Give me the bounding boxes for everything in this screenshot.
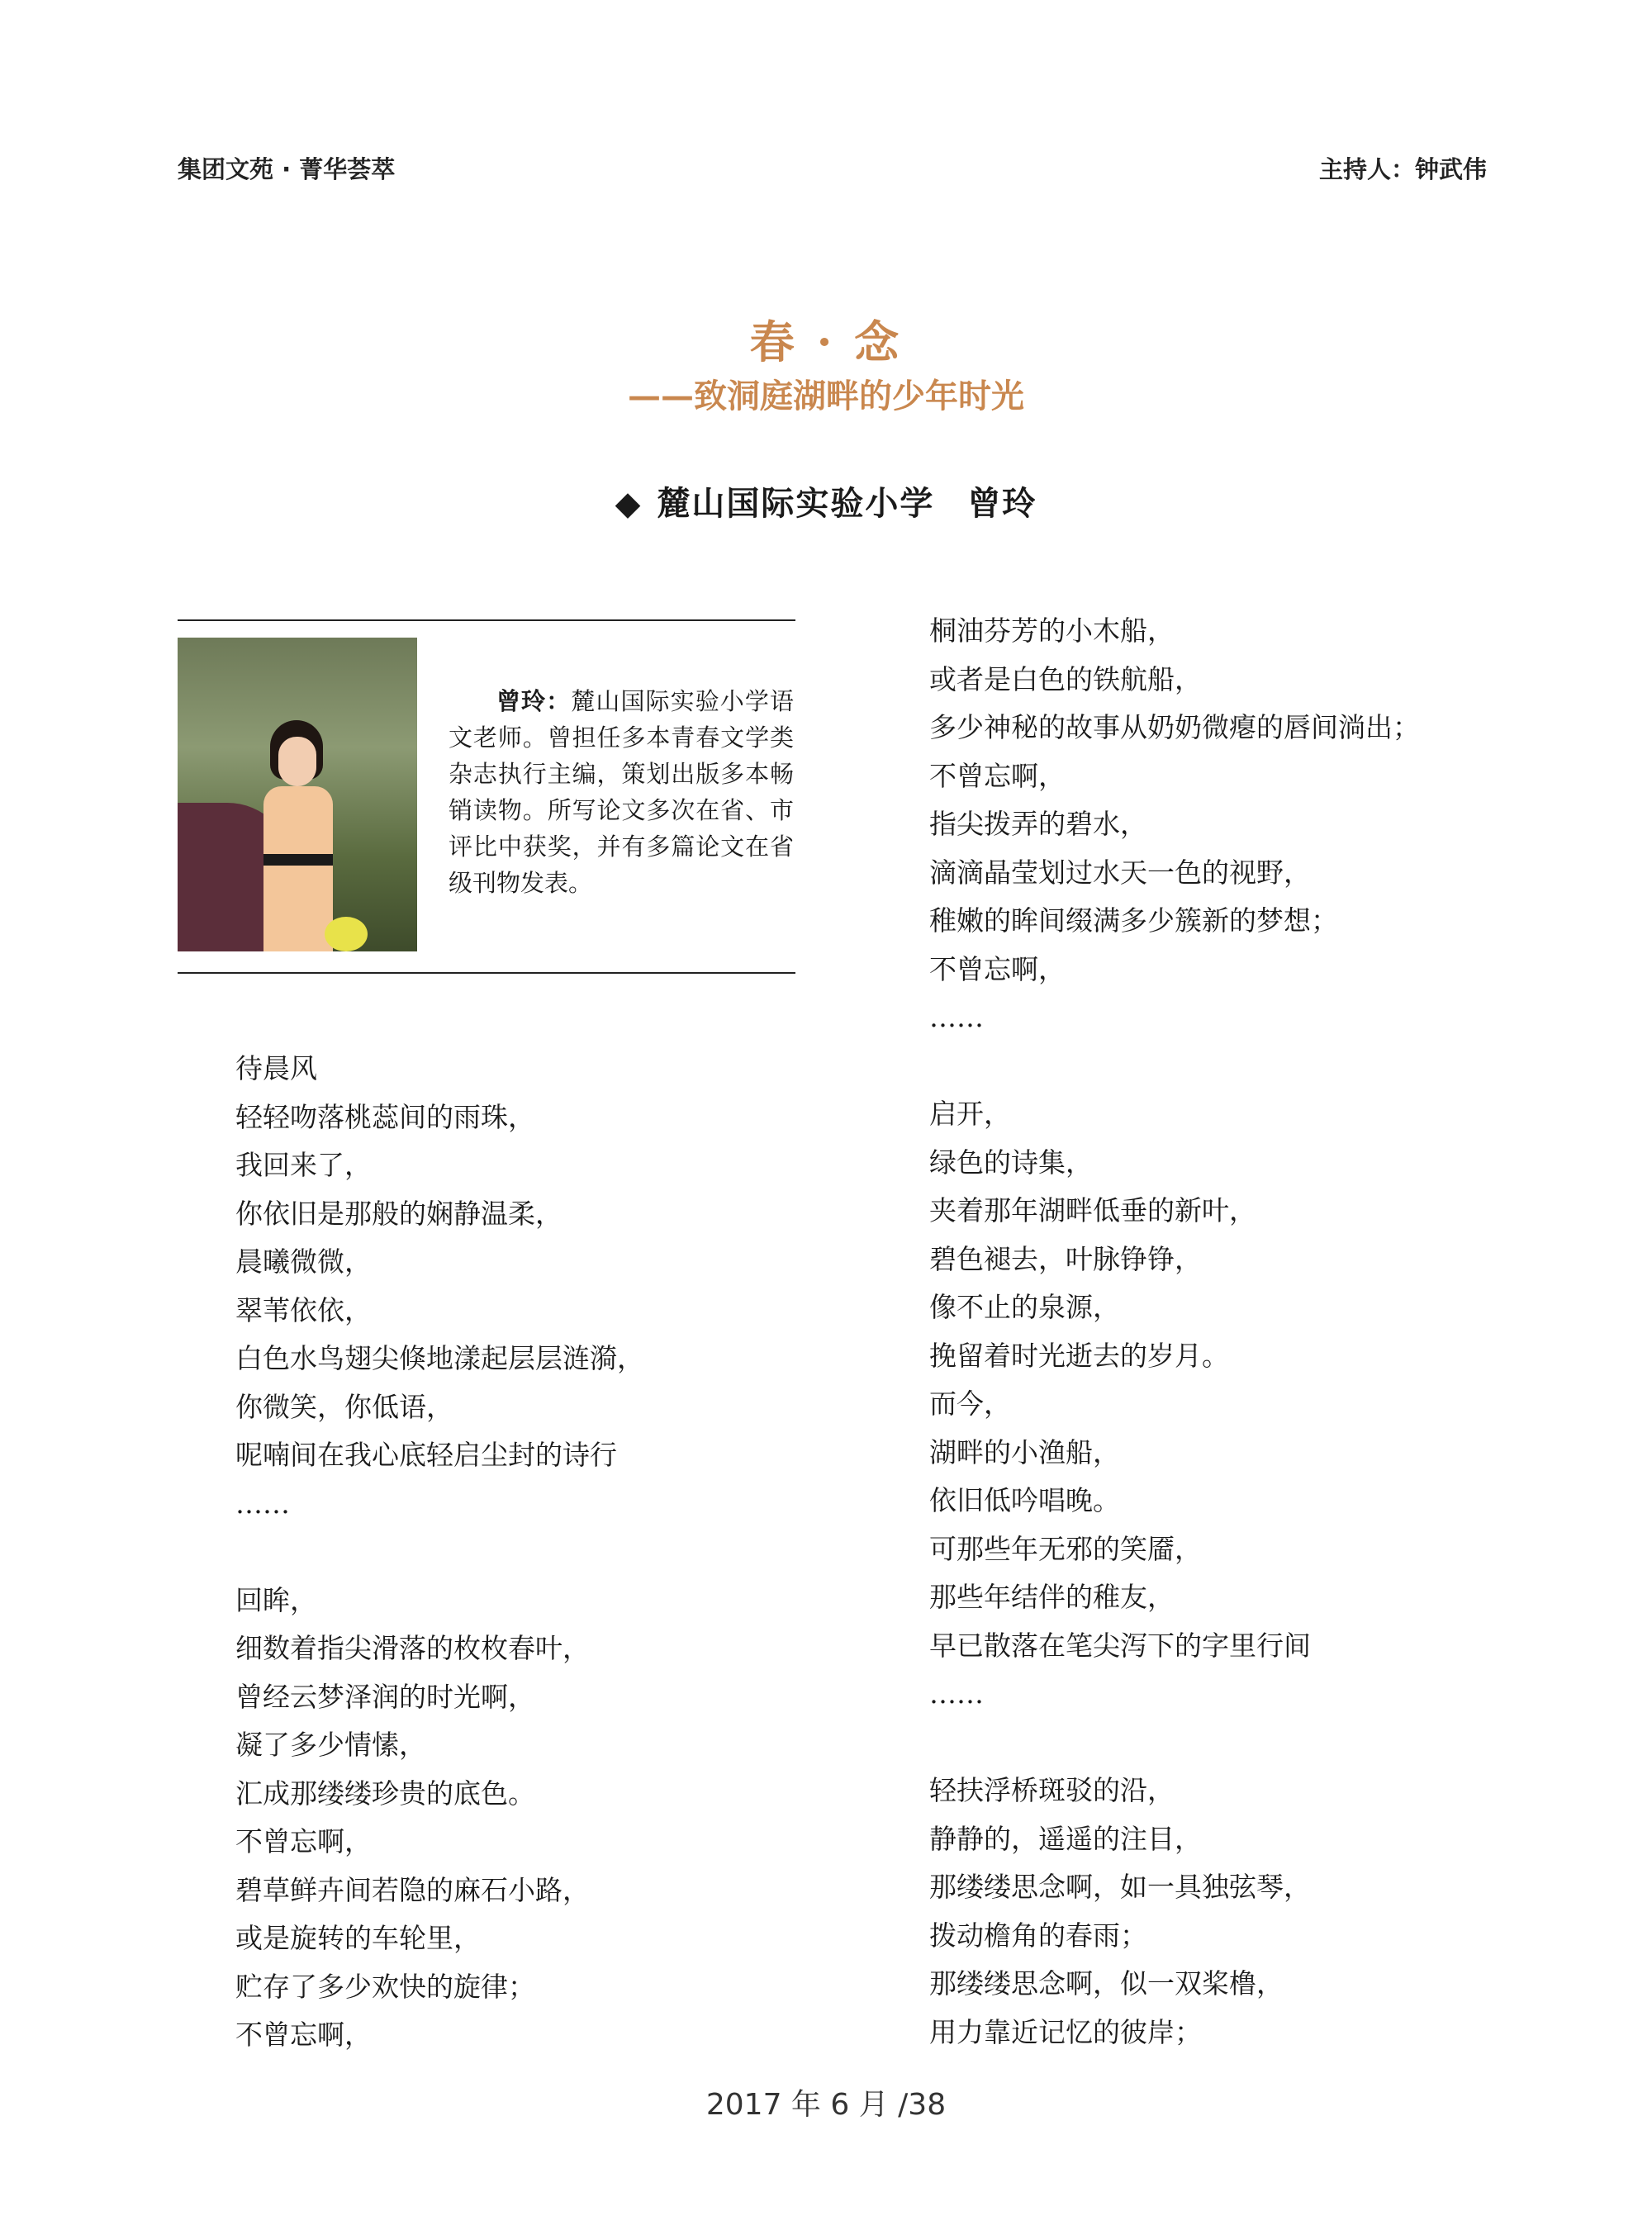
poem-line: 湖畔的小渔船，	[929, 1435, 1120, 1468]
poem-line: ……	[235, 1487, 290, 1520]
author-bio	[449, 683, 794, 901]
section-header: 集团文苑 · 菁华荟萃	[178, 155, 396, 183]
poem-line: 汇成那缕缕珍贵的底色。	[235, 1777, 535, 1810]
article-subtitle: ——致洞庭湖畔的少年时光	[628, 377, 1024, 415]
poem-line: 夹着那年湖畔低垂的新叶，	[929, 1194, 1256, 1226]
bio-text: 麓山国际实验小学语文老师。曾担任多本青春文学类杂志执行主编，策划出版多本畅销读物。所写论文多次在省、市评比中获奖，并有多篇论文在省级刊物发表。	[449, 687, 794, 897]
poem-line: 启开，	[929, 1098, 1011, 1130]
poem-line	[235, 1528, 644, 1577]
host-header: 主持人：钟武伟	[1318, 155, 1487, 183]
poem-line: 或者是白色的铁航船，	[929, 662, 1202, 695]
poem-line: 那缕缕思念啊，似一双桨橹，	[929, 1967, 1284, 2000]
poem-line: 或是旋转的车轮里，	[235, 1922, 481, 1954]
poem-line: 静静的，遥遥的注目，	[929, 1822, 1202, 1855]
poem-line: 你依旧是那般的娴静温柔，	[235, 1197, 563, 1230]
poem-line: 像不止的泉源，	[929, 1291, 1120, 1323]
author-name: 曾玲	[967, 484, 1037, 523]
poem-line: 不曾忘啊，	[929, 759, 1066, 792]
poem-line: ……	[929, 1677, 984, 1710]
byline	[0, 477, 1652, 524]
poem-line: 碧草鲜卉间若隐的麻石小路，	[235, 1873, 590, 1906]
poem-line: 可那些年无邪的笑靥，	[929, 1532, 1202, 1565]
poem-line: 滴滴晶莹划过水天一色的视野，	[929, 856, 1311, 889]
poem-line: 你微笑，你低语，	[235, 1390, 453, 1423]
author-photo	[178, 638, 417, 951]
poem-line: 晨曦微微，	[235, 1245, 372, 1278]
poem-line: 轻扶浮桥斑驳的沿，	[929, 1774, 1175, 1806]
poem-line: 待晨风	[235, 1052, 317, 1084]
poem-line: 不曾忘啊，	[929, 952, 1066, 985]
poem-line: 轻轻吻落桃蕊间的雨珠，	[235, 1100, 535, 1133]
poem-line: 那缕缕思念啊，如一具独弦琴，	[929, 1871, 1311, 1903]
poem-line: 曾经云梦泽润的时光啊，	[235, 1680, 535, 1713]
article-title: 春 · 念	[749, 315, 903, 368]
author-bio-box	[178, 619, 795, 974]
poem-line: 白色水鸟翅尖倏地漾起层层涟漪，	[235, 1342, 644, 1374]
poem-line: 指尖拨弄的碧水，	[929, 808, 1147, 840]
poem-line: 贮存了多少欢快的旋律；	[235, 1970, 535, 2003]
poem-line: 桐油芬芳的小木船，	[929, 614, 1175, 647]
poem-line: 拨动檐角的春雨；	[929, 1919, 1147, 1952]
poem-line: 不曾忘啊，	[235, 2019, 372, 2051]
poem-line: 碧色褪去，叶脉铮铮，	[929, 1242, 1202, 1275]
poem-line: 用力靠近记忆的彼岸；	[929, 2015, 1202, 2048]
poem-line: ……	[929, 1001, 984, 1033]
poem-line: 依旧低吟唱晚。	[929, 1484, 1120, 1516]
poem-line: 绿色的诗集，	[929, 1146, 1093, 1179]
poem-line: 稚嫩的眸间缀满多少簇新的梦想；	[929, 904, 1338, 937]
poem-right-column	[929, 607, 1420, 2057]
bio-name: 曾玲：	[496, 687, 572, 715]
page-footer: 2017 年 6 月 /38	[705, 2088, 947, 2122]
poem-line: 呢喃间在我心底轻启尘封的诗行	[235, 1439, 617, 1471]
poem-line: 细数着指尖滑落的枚枚春叶，	[235, 1632, 590, 1664]
poem-line	[929, 1719, 1420, 1767]
diamond-bullet-icon: ◆	[615, 484, 643, 523]
poem-line: 不曾忘啊，	[235, 1825, 372, 1857]
poem-line: 翠苇依依，	[235, 1293, 372, 1326]
poem-line: 回眸，	[235, 1583, 317, 1616]
poem-line: 早已散落在笔尖泻下的字里行间	[929, 1629, 1311, 1662]
poem-line: 挽留着时光逝去的岁月。	[929, 1339, 1229, 1372]
poem-line: 而今，	[929, 1388, 1011, 1420]
poem-line	[929, 1042, 1420, 1091]
poem-left-column	[235, 1045, 644, 2060]
school-name: 麓山国际实验小学	[657, 484, 935, 523]
poem-line: 我回来了，	[235, 1149, 372, 1181]
poem-line: 多少神秘的故事从奶奶微瘪的唇间淌出；	[929, 711, 1420, 743]
poem-line: 凝了多少情愫，	[235, 1729, 426, 1761]
poem-line: 那些年结伴的稚友，	[929, 1581, 1175, 1613]
